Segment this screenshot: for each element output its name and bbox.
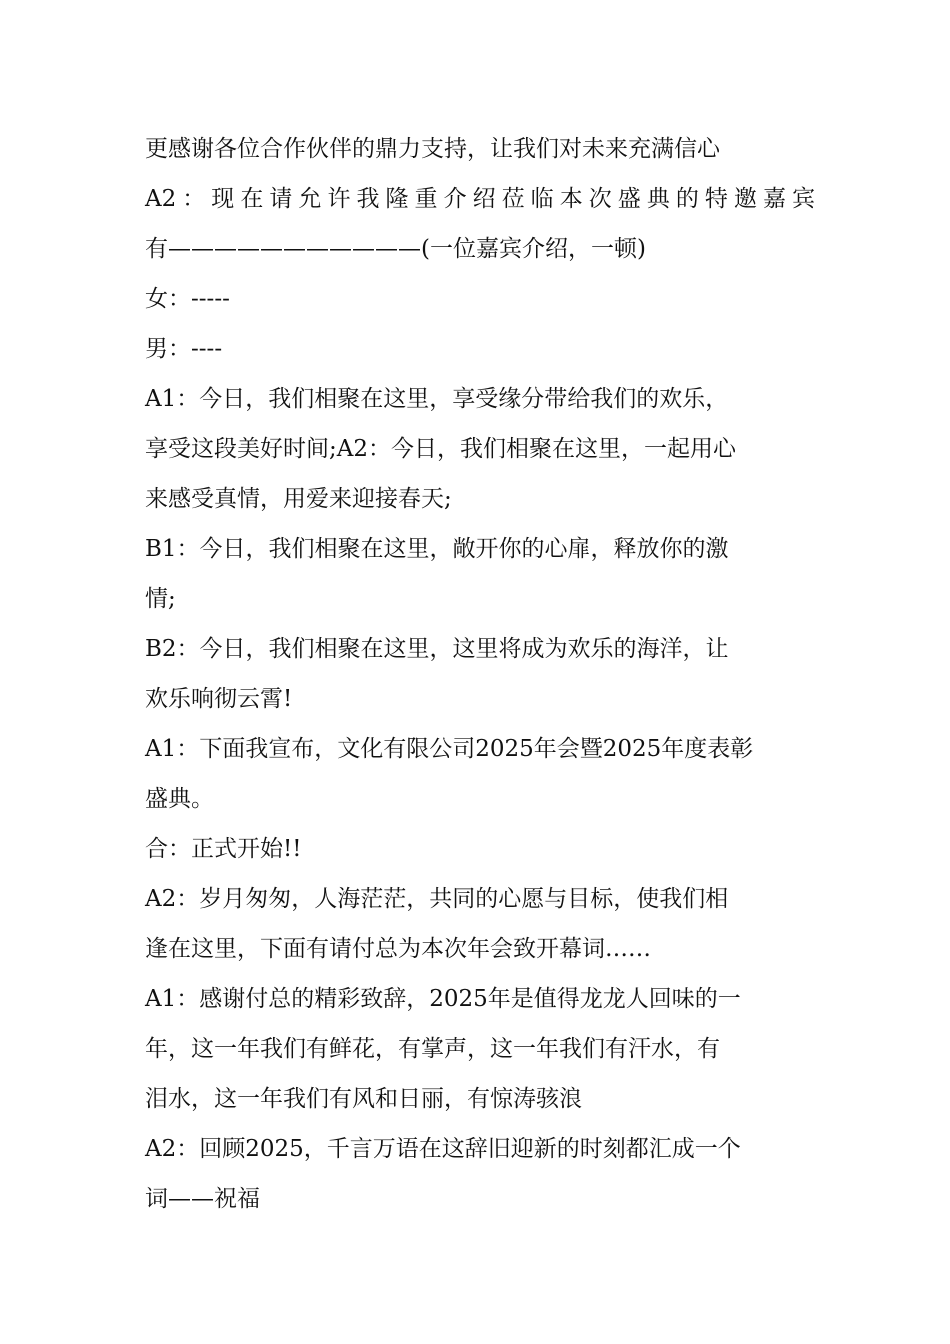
text-line: 逢在这里，下面有请付总为本次年会致开幕词…… (145, 936, 651, 962)
text-line: 欢乐响彻云霄! (145, 686, 293, 712)
text-line: A2：岁月匆匆，人海茫茫，共同的心愿与目标，使我们相 (145, 886, 729, 912)
text-line: A1：今日，我们相聚在这里，享受缘分带给我们的欢乐， (145, 386, 729, 412)
text-line: 词——祝福 (145, 1186, 260, 1212)
text-line: A2：回顾2025，千言万语在这辞旧迎新的时刻都汇成一个 (145, 1136, 741, 1162)
text-line: A2：现在请允许我隆重介绍莅临本次盛典的特邀嘉宾 (145, 186, 815, 212)
text-line: B1：今日，我们相聚在这里，敞开你的心扉，释放你的激 (145, 536, 729, 562)
text-line: 有———————————(一位嘉宾介绍，一顿) (145, 236, 646, 262)
text-line: 年，这一年我们有鲜花，有掌声，这一年我们有汗水，有 (145, 1036, 720, 1062)
text-line: 更感谢各位合作伙伴的鼎力支持，让我们对未来充满信心 (145, 136, 720, 162)
document-body (145, 124, 815, 1224)
text-line: 女：----- (145, 286, 230, 312)
text-line: 情; (145, 586, 176, 612)
text-line: 泪水，这一年我们有风和日丽，有惊涛骇浪 (145, 1086, 582, 1112)
text-line: 男：---- (145, 336, 223, 362)
text-line: B2：今日，我们相聚在这里，这里将成为欢乐的海洋，让 (145, 636, 729, 662)
text-line: 来感受真情，用爱来迎接春天; (145, 486, 452, 512)
text-line: 盛典。 (145, 786, 214, 812)
text-line: 合：正式开始!! (145, 836, 302, 862)
text-line: A1：下面我宣布，文化有限公司2025年会暨2025年度表彰 (145, 736, 754, 762)
text-line: A1：感谢付总的精彩致辞，2025年是值得龙龙人回味的一 (145, 986, 741, 1012)
text-line: 享受这段美好时间;A2：今日，我们相聚在这里，一起用心 (145, 436, 736, 462)
